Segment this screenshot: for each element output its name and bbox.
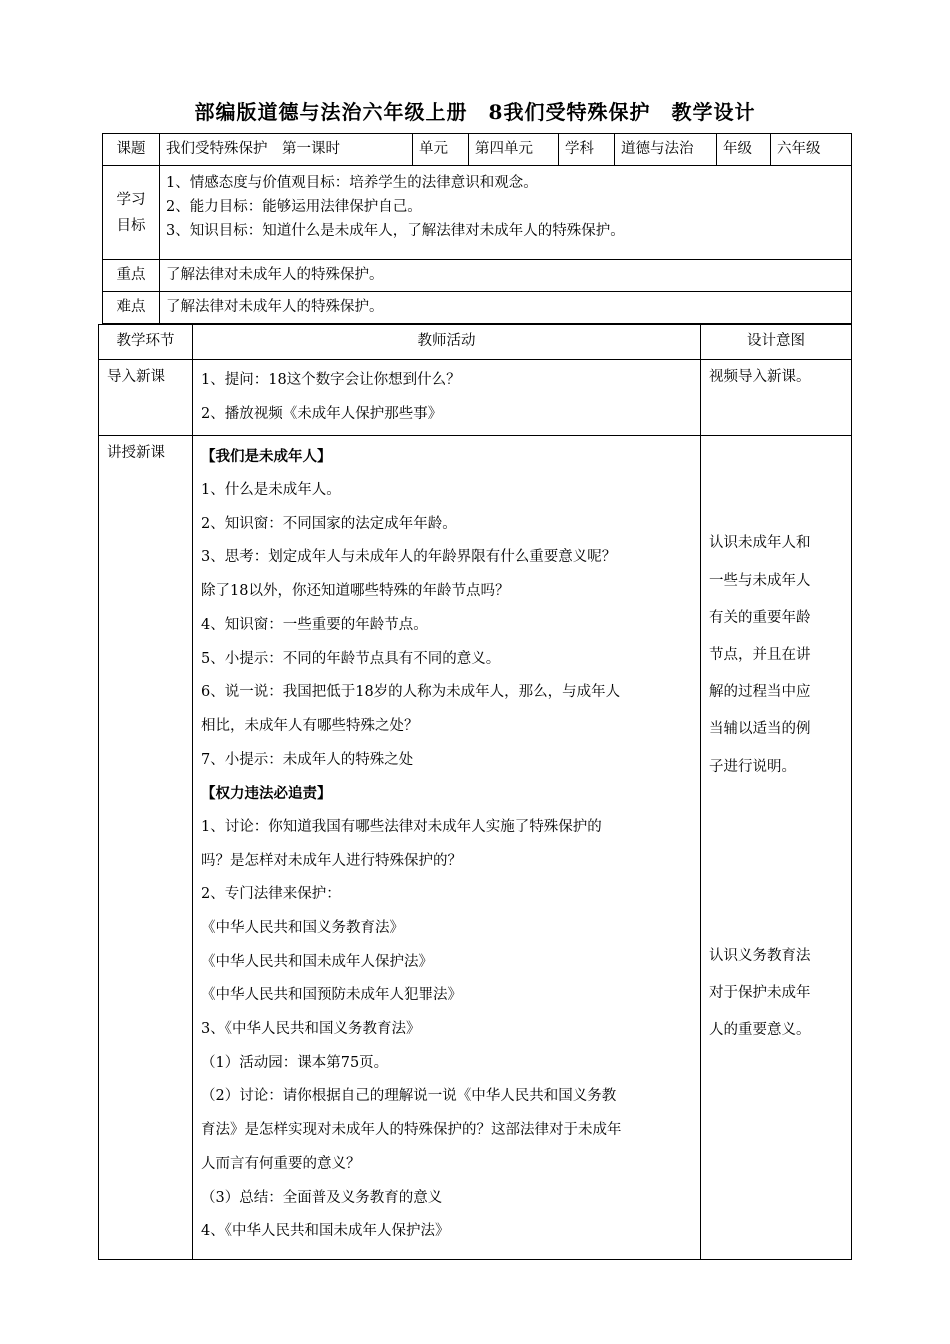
activity-line: 人而言有何重要的意义？: [201, 1155, 361, 1172]
info-row-course: [103, 134, 852, 166]
activity-line: 3、思考：划定成年人与未成年人的年龄界限有什么重要意义呢？: [201, 549, 617, 566]
key-value: 了解法律对未成年人的特殊保护。: [160, 260, 852, 292]
intent-block-law: [709, 938, 843, 1050]
activity-line: 《中华人民共和国预防未成年人犯罪法》: [201, 987, 462, 1004]
activity-line: 除了18以外，你还知道哪些特殊的年龄节点吗？: [201, 583, 510, 600]
subject-label: 学科: [559, 134, 615, 166]
course-value: 我们受特殊保护 第一课时: [160, 134, 413, 166]
document-title: 部编版道德与法治六年级上册 8我们受特殊保护 教学设计: [194, 100, 756, 124]
intent-line: 认识未成年人和: [709, 535, 811, 552]
intent-line: 人的重要意义。: [709, 1022, 811, 1039]
intent-line: 对于保护未成年: [709, 984, 811, 1001]
lesson-activities: [193, 436, 701, 1260]
intent-line: 有关的重要年龄: [709, 609, 811, 626]
activity-line: 《中华人民共和国义务教育法》: [201, 920, 404, 936]
activity-line: 【我们是未成年人】: [201, 448, 332, 466]
lesson-row: [99, 436, 852, 1260]
activity-line: 吗？是怎样对未成年人进行特殊保护的？: [201, 852, 462, 869]
course-label: 课题: [103, 134, 160, 166]
lesson-lines: [201, 440, 692, 1249]
activity-line: 相比，未成年人有哪些特殊之处？: [201, 717, 419, 734]
activity-line: 4、《中华人民共和国未成年人保护法》: [201, 1223, 450, 1240]
header-intent: 设计意图: [701, 325, 852, 360]
teaching-process-table: [98, 324, 852, 1260]
objectives-label-line: 目标: [116, 217, 146, 234]
activity-line: 1、提问：18这个数字会让你想到什么？: [201, 372, 461, 388]
difficulty-label: 难点: [103, 292, 160, 324]
info-row-objectives: [103, 166, 852, 260]
intent-line: 节点，并且在讲: [709, 646, 811, 663]
intro-intent: 视频导入新课。: [701, 360, 852, 436]
activity-line: 1、什么是未成年人。: [201, 482, 341, 499]
intent-line: 子进行说明。: [709, 758, 796, 775]
info-row-difficulty: [103, 292, 852, 324]
activity-line: 【权力违法必追责】: [201, 785, 332, 803]
objectives-label-line: 学习: [116, 191, 146, 208]
intent-line: 认识义务教育法: [709, 947, 811, 964]
lesson-info-table: [102, 133, 852, 324]
header-stage: 教学环节: [99, 325, 193, 360]
grade-label: 年级: [717, 134, 771, 166]
intent-line: 解的过程当中应: [709, 684, 811, 701]
activity-line: 5、小提示：不同的年龄节点具有不同的意义。: [201, 650, 501, 667]
key-label: 重点: [103, 260, 160, 292]
activity-line: 4、知识窗：一些重要的年龄节点。: [201, 616, 428, 633]
objectives-cell: [160, 166, 852, 260]
lesson-stage: 讲授新课: [99, 436, 193, 1260]
activity-line: 育法》是怎样实现对未成年人的特殊保护的？这部法律对于未成年: [201, 1122, 622, 1139]
header-activity: 教师活动: [193, 325, 701, 360]
objectives-label: [103, 166, 160, 260]
intro-row: [99, 360, 852, 436]
difficulty-value: 了解法律对未成年人的特殊保护。: [160, 292, 852, 324]
activity-line: 7、小提示：未成年人的特殊之处: [201, 751, 414, 768]
activity-line: 《中华人民共和国未成年人保护法》: [201, 953, 433, 970]
activity-line: 2、知识窗：不同国家的法定成年年龄。: [201, 515, 457, 532]
objective-item: 1、情感态度与价值观目标：培养学生的法律意识和观念。: [166, 175, 538, 191]
unit-value: 第四单元: [469, 134, 559, 166]
activity-line: （1）活动园：课本第75页。: [201, 1054, 389, 1071]
activity-line: （3）总结：全面普及义务教育的意义: [201, 1189, 443, 1206]
lesson-intent: [701, 436, 852, 1260]
intro-activities: [193, 360, 701, 436]
activity-line: 1、讨论：你知道我国有哪些法律对未成年人实施了特殊保护的: [201, 818, 602, 835]
grade-value: 六年级: [771, 134, 852, 166]
intent-line: 当辅以适当的例: [709, 721, 811, 738]
unit-label: 单元: [413, 134, 469, 166]
intro-stage: 导入新课: [99, 360, 193, 436]
activity-line: （2）讨论：请你根据自己的理解说一说《中华人民共和国义务教: [201, 1088, 617, 1105]
subject-value: 道德与法治: [615, 134, 717, 166]
activity-line: 3、《中华人民共和国义务教育法》: [201, 1021, 421, 1038]
activity-line: 6、说一说：我国把低于18岁的人称为未成年人，那么，与成年人: [201, 684, 621, 701]
intent-line: 一些与未成年人: [709, 572, 811, 589]
intent-block-age: [709, 525, 843, 785]
table-header-row: [99, 325, 852, 360]
objective-item: 3、知识目标：知道什么是未成年人，了解法律对未成年人的特殊保护。: [166, 223, 625, 239]
objective-item: 2、能力目标：能够运用法律保护自己。: [166, 199, 422, 215]
info-row-key: [103, 260, 852, 292]
activity-line: 2、专门法律来保护：: [201, 886, 341, 903]
activity-line: 2、播放视频《未成年人保护那些事》: [201, 405, 443, 422]
